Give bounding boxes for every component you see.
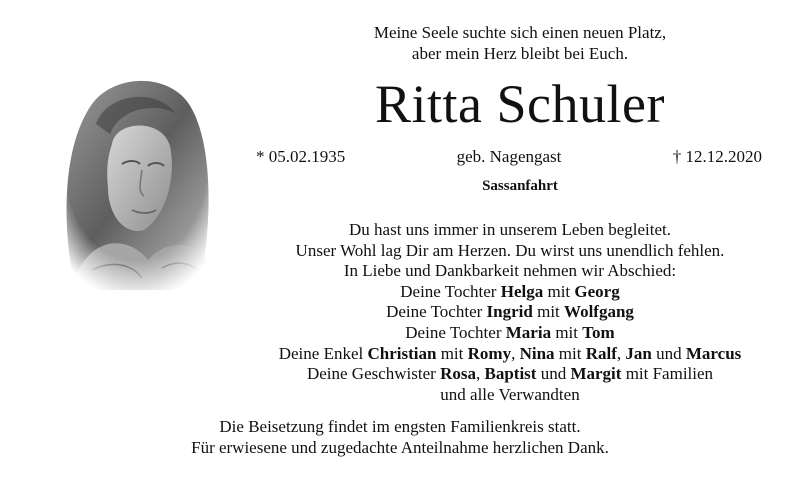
mourner-join: und (536, 364, 571, 384)
mourner-partner: Georg (574, 281, 620, 301)
mourner-line-relatives: und alle Verwandten (440, 384, 580, 404)
mourner-name: Maria (505, 322, 552, 342)
mourner-prefix: Deine Tochter (405, 322, 506, 342)
mourner-suffix: mit Familien (621, 364, 714, 384)
mourner-name: Ingrid (486, 302, 533, 322)
mourner-join: mit (551, 322, 583, 342)
mourner-prefix: Deine Tochter (400, 281, 501, 301)
mourner-name: Margit (570, 364, 622, 384)
mourner-join: mit (532, 302, 565, 322)
message-line-3: In Liebe und Dankbarkeit nehmen wir Abschied: (343, 261, 677, 281)
mourner-join: und (651, 343, 686, 363)
mourner-prefix: Deine Enkel (278, 343, 368, 363)
closing-line-1: Die Beisetzung findet im engsten Familienkreis statt. (219, 417, 581, 436)
motto-quote (300, 22, 740, 64)
mourner-name: Ralf (585, 343, 617, 363)
mourner-name: Marcus (685, 343, 742, 363)
death-date: † 12.12.2020 (672, 147, 762, 166)
life-dates (256, 146, 762, 170)
birth-date: * 05.02.1935 (256, 147, 346, 166)
mourner-partner: Wolfgang (564, 302, 634, 322)
mourner-join: mit (543, 281, 575, 301)
farewell-message (240, 220, 780, 405)
mourner-partner: Tom (582, 322, 615, 342)
mourner-name: Jan (625, 343, 652, 363)
mourner-name: Nina (519, 343, 555, 363)
mourner-line-siblings (240, 364, 780, 385)
mourner-name: Christian (367, 343, 437, 363)
mourner-line-daughter-ingrid (240, 302, 780, 323)
place-name: Sassanfahrt (482, 178, 558, 194)
message-line-1: Du hast uns immer in unserem Leben begleitet. (349, 220, 671, 239)
deceased-name: Ritta Schuler (375, 74, 665, 134)
mourner-join: , (475, 364, 485, 384)
mourner-prefix: Deine Geschwister (306, 364, 441, 384)
mourner-line-grandchildren (240, 344, 780, 365)
mourner-join: , (616, 343, 626, 363)
mourner-prefix: Deine Tochter (386, 302, 487, 322)
mourner-join: , (511, 343, 520, 363)
closing-note (120, 417, 680, 458)
mourner-name: Helga (500, 281, 544, 301)
mourner-line-daughter-maria (240, 323, 780, 344)
mourner-join: mit (436, 343, 468, 363)
maiden-name: geb. Nagengast (456, 147, 562, 166)
message-line-2: Unser Wohl lag Dir am Herzen. Du wirst uns unendlich fehlen. (295, 240, 725, 260)
closing-line-2: Für erwiesene und zugedachte Anteilnahme herzlichen Dank. (191, 437, 609, 457)
mourner-line-daughter-helga (240, 282, 780, 303)
madonna-portrait-image (52, 64, 220, 290)
motto-line-1: Meine Seele suchte sich einen neuen Platz, (373, 23, 667, 42)
motto-line-2: aber mein Herz bleibt bei Euch. (411, 44, 629, 63)
mourner-name: Baptist (484, 364, 537, 384)
mourner-join: mit (554, 343, 586, 363)
mourner-name: Rosa (440, 364, 476, 384)
mourner-name: Romy (467, 343, 512, 363)
